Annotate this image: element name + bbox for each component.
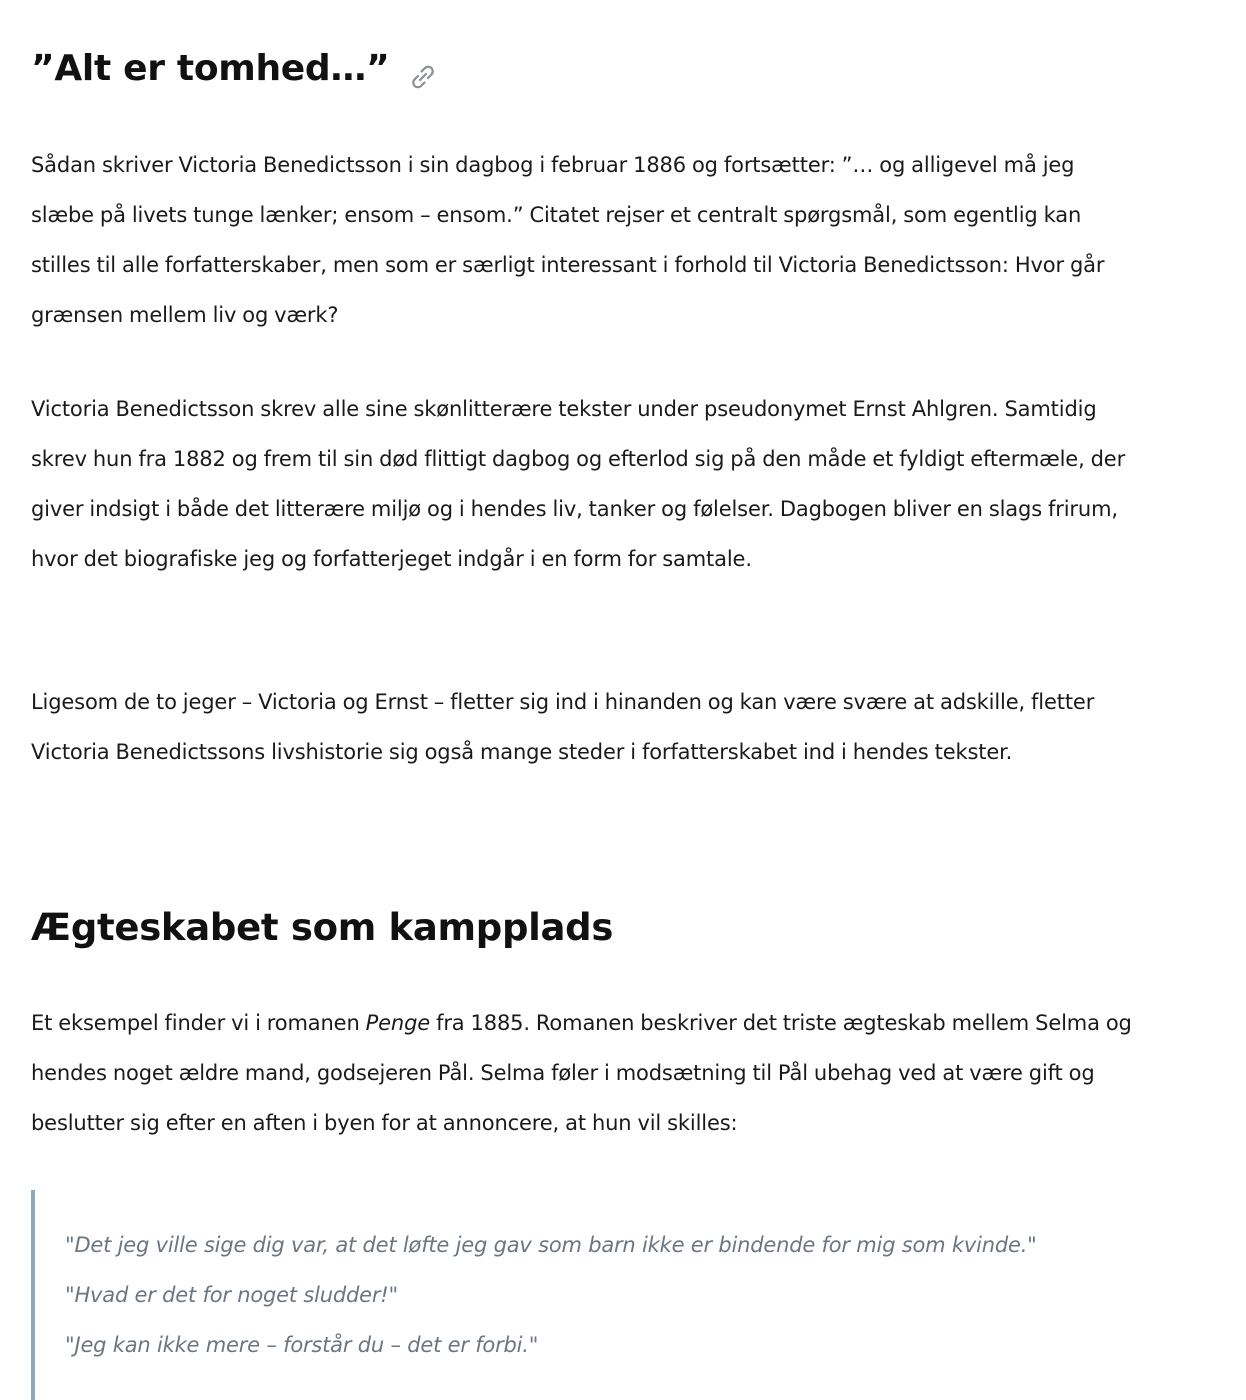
quote-line: "Det jeg ville sige dig var, at det løfte jeg gav som barn ikke er bindende for mig som kvinde." xyxy=(65,1233,1037,1257)
heading-text: ”Alt er tomhed…” xyxy=(31,48,390,89)
paragraph-penge-after: fra 1885. Romanen beskriver det triste ægteskab mellem Selma og hendes noget ældre mand, godsejeren Pål. Selma føler i modsætning til Pål ubehag ved at være gift og beslutter sig efter en aften i byen for at annoncere, at hun vil skilles: xyxy=(31,1011,1132,1135)
quote-line: "Jeg kan ikke mere – forstår du – det er forbi." xyxy=(65,1333,539,1357)
paragraph-two-selves: Ligesom de to jeger – Victoria og Ernst – fletter sig ind i hinanden og kan være svære at adskille, fletter Victoria Benedictssons livshistorie sig også mange steder i forfatterskabet ind i hendes tekster. xyxy=(31,690,1095,764)
paragraph-pseudonym: Victoria Benedictsson skrev alle sine skønlitterære tekster under pseudonymet Ernst Ahlgren. Samtidig skrev hun fra 1882 og frem til sin død flittigt dagbog og efterlod sig på den måde et fyldigt eftermæle, der giver indsigt i både det litterære miljø og i hendes liv, tanker og følelser. Dagbogen bliver en slags frirum, hvor det biografiske jeg og forfatterjeget indgår i en form for samtale. xyxy=(31,397,1126,571)
novel-title-penge: Penge xyxy=(365,1011,431,1035)
dialogue-blockquote xyxy=(31,1190,1145,1400)
paragraph-penge xyxy=(31,998,1141,1148)
paragraph-penge-before: Et eksempel finder vi i romanen xyxy=(31,1011,366,1035)
paragraph-intro: Sådan skriver Victoria Benedictsson i sin dagbog i februar 1886 og fortsætter: ”… og alligevel må jeg slæbe på livets tunge lænker; ensom – ensom.” Citatet rejser et centralt spørgsmål, som egentlig kan stilles til alle forfatterskaber, men som er særligt interessant i forhold til Victoria Benedictsson: Hvor går grænsen mellem liv og værk? xyxy=(31,153,1105,327)
section-heading-alt-er-tomhed xyxy=(31,44,439,94)
link-icon[interactable] xyxy=(407,55,439,83)
quote-line: "Hvad er det for noget sludder!" xyxy=(65,1283,398,1307)
section-heading-aegteskabet: Ægteskabet som kampplads xyxy=(31,906,614,949)
